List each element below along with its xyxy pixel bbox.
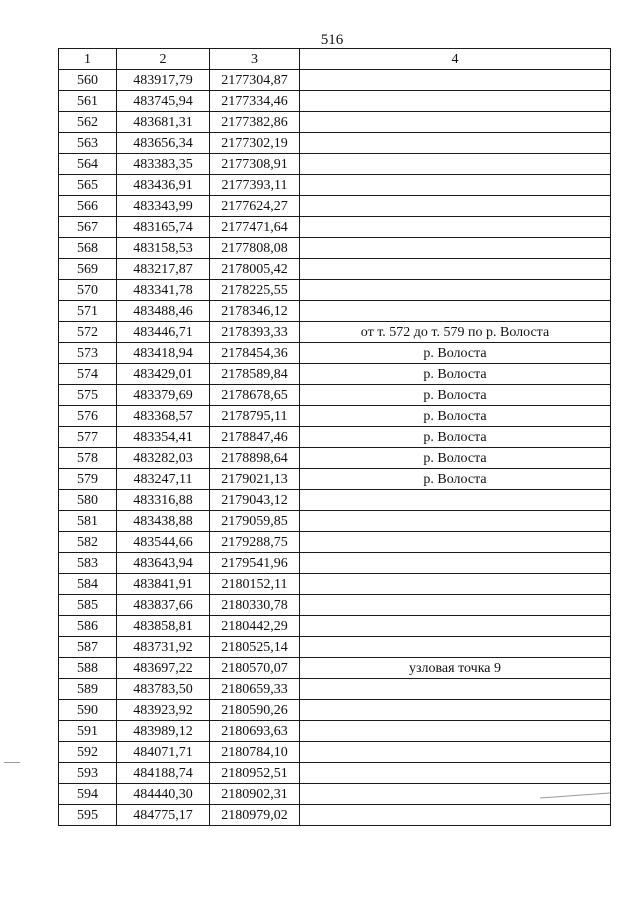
cell-note: р. Волоста [300,364,611,385]
cell-note [300,196,611,217]
table-row [59,322,611,343]
cell-y-coordinate: 2180152,11 [210,574,300,595]
table-row [59,532,611,553]
cell-note [300,70,611,91]
cell-x-coordinate: 483783,50 [117,679,210,700]
cell-point-number: 591 [59,721,117,742]
cell-point-number: 578 [59,448,117,469]
cell-note [300,763,611,784]
cell-note [300,259,611,280]
cell-y-coordinate: 2177382,86 [210,112,300,133]
table-row [59,112,611,133]
cell-point-number: 560 [59,70,117,91]
cell-y-coordinate: 2177624,27 [210,196,300,217]
cell-point-number: 571 [59,301,117,322]
cell-note [300,490,611,511]
cell-x-coordinate: 483383,35 [117,154,210,175]
table-row [59,343,611,364]
header-col-2: 2 [117,49,210,70]
table-row [59,763,611,784]
cell-point-number: 576 [59,406,117,427]
cell-note [300,595,611,616]
cell-y-coordinate: 2179288,75 [210,532,300,553]
cell-note [300,679,611,700]
cell-y-coordinate: 2179541,96 [210,553,300,574]
cell-note: р. Волоста [300,448,611,469]
cell-x-coordinate: 483837,66 [117,595,210,616]
table-row [59,595,611,616]
cell-note [300,532,611,553]
cell-y-coordinate: 2180952,51 [210,763,300,784]
table-row [59,133,611,154]
cell-note [300,721,611,742]
cell-point-number: 581 [59,511,117,532]
cell-note [300,805,611,826]
cell-note [300,637,611,658]
cell-y-coordinate: 2180979,02 [210,805,300,826]
table-row [59,301,611,322]
cell-y-coordinate: 2180442,29 [210,616,300,637]
cell-x-coordinate: 483544,66 [117,532,210,553]
cell-note [300,133,611,154]
cell-point-number: 577 [59,427,117,448]
cell-y-coordinate: 2177808,08 [210,238,300,259]
table-row [59,469,611,490]
table-row [59,658,611,679]
cell-point-number: 561 [59,91,117,112]
cell-point-number: 565 [59,175,117,196]
cell-point-number: 593 [59,763,117,784]
header-col-1: 1 [59,49,117,70]
cell-point-number: 563 [59,133,117,154]
cell-note: р. Волоста [300,427,611,448]
cell-x-coordinate: 484071,71 [117,742,210,763]
cell-y-coordinate: 2179021,13 [210,469,300,490]
cell-x-coordinate: 483379,69 [117,385,210,406]
table-row [59,175,611,196]
cell-y-coordinate: 2177471,64 [210,217,300,238]
header-col-3: 3 [210,49,300,70]
cell-x-coordinate: 483989,12 [117,721,210,742]
cell-y-coordinate: 2177334,46 [210,91,300,112]
cell-x-coordinate: 483656,34 [117,133,210,154]
cell-y-coordinate: 2180590,26 [210,700,300,721]
table-row [59,805,611,826]
cell-point-number: 580 [59,490,117,511]
table-body [59,70,611,826]
table-row [59,637,611,658]
cell-x-coordinate: 483923,92 [117,700,210,721]
cell-y-coordinate: 2177393,11 [210,175,300,196]
cell-y-coordinate: 2180570,07 [210,658,300,679]
cell-point-number: 568 [59,238,117,259]
cell-point-number: 587 [59,637,117,658]
cell-point-number: 582 [59,532,117,553]
cell-y-coordinate: 2178005,42 [210,259,300,280]
scan-mark-left [4,762,20,763]
table-row [59,91,611,112]
cell-point-number: 566 [59,196,117,217]
cell-x-coordinate: 484775,17 [117,805,210,826]
cell-point-number: 584 [59,574,117,595]
cell-point-number: 575 [59,385,117,406]
cell-point-number: 586 [59,616,117,637]
cell-x-coordinate: 483917,79 [117,70,210,91]
cell-y-coordinate: 2177308,91 [210,154,300,175]
cell-y-coordinate: 2177304,87 [210,70,300,91]
table-row [59,616,611,637]
cell-note [300,700,611,721]
cell-x-coordinate: 483429,01 [117,364,210,385]
cell-y-coordinate: 2178346,12 [210,301,300,322]
table-row [59,385,611,406]
cell-note [300,238,611,259]
cell-y-coordinate: 2178225,55 [210,280,300,301]
cell-point-number: 569 [59,259,117,280]
cell-note: р. Волоста [300,469,611,490]
cell-y-coordinate: 2179059,85 [210,511,300,532]
cell-y-coordinate: 2180525,14 [210,637,300,658]
cell-x-coordinate: 483841,91 [117,574,210,595]
table-row [59,700,611,721]
cell-note [300,154,611,175]
cell-x-coordinate: 483354,41 [117,427,210,448]
cell-point-number: 562 [59,112,117,133]
cell-point-number: 594 [59,784,117,805]
cell-x-coordinate: 483488,46 [117,301,210,322]
cell-note [300,175,611,196]
cell-x-coordinate: 483858,81 [117,616,210,637]
table-header-row [59,49,611,70]
cell-x-coordinate: 483438,88 [117,511,210,532]
cell-note: узловая точка 9 [300,658,611,679]
cell-note [300,280,611,301]
table-row [59,154,611,175]
table-row [59,511,611,532]
table-row [59,196,611,217]
cell-point-number: 588 [59,658,117,679]
cell-x-coordinate: 483282,03 [117,448,210,469]
cell-point-number: 579 [59,469,117,490]
cell-x-coordinate: 483368,57 [117,406,210,427]
cell-point-number: 567 [59,217,117,238]
cell-note [300,112,611,133]
table-row [59,553,611,574]
cell-note [300,742,611,763]
cell-y-coordinate: 2180784,10 [210,742,300,763]
cell-y-coordinate: 2179043,12 [210,490,300,511]
table-row [59,679,611,700]
cell-y-coordinate: 2178454,36 [210,343,300,364]
table-row [59,721,611,742]
table-row [59,238,611,259]
cell-note [300,553,611,574]
cell-x-coordinate: 483343,99 [117,196,210,217]
cell-note: р. Волоста [300,385,611,406]
cell-x-coordinate: 483247,11 [117,469,210,490]
cell-x-coordinate: 483745,94 [117,91,210,112]
table-row [59,448,611,469]
cell-point-number: 590 [59,700,117,721]
cell-point-number: 564 [59,154,117,175]
cell-y-coordinate: 2178795,11 [210,406,300,427]
cell-x-coordinate: 483731,92 [117,637,210,658]
cell-x-coordinate: 484188,74 [117,763,210,784]
coordinates-table [58,48,611,826]
table-row [59,427,611,448]
cell-point-number: 572 [59,322,117,343]
table-row [59,70,611,91]
table-row [59,406,611,427]
cell-x-coordinate: 483158,53 [117,238,210,259]
cell-y-coordinate: 2180330,78 [210,595,300,616]
cell-note [300,784,611,805]
cell-y-coordinate: 2178393,33 [210,322,300,343]
cell-x-coordinate: 483643,94 [117,553,210,574]
cell-point-number: 592 [59,742,117,763]
table-row [59,742,611,763]
page-number: 516 [320,32,344,48]
cell-y-coordinate: 2177302,19 [210,133,300,154]
cell-y-coordinate: 2180693,63 [210,721,300,742]
cell-note: от т. 572 до т. 579 по р. Волоста [300,322,611,343]
cell-x-coordinate: 483165,74 [117,217,210,238]
cell-note [300,91,611,112]
cell-point-number: 585 [59,595,117,616]
table-row [59,259,611,280]
cell-y-coordinate: 2180902,31 [210,784,300,805]
cell-x-coordinate: 483418,94 [117,343,210,364]
cell-note [300,217,611,238]
cell-point-number: 574 [59,364,117,385]
cell-x-coordinate: 484440,30 [117,784,210,805]
cell-y-coordinate: 2178589,84 [210,364,300,385]
cell-note [300,511,611,532]
cell-point-number: 583 [59,553,117,574]
cell-y-coordinate: 2178678,65 [210,385,300,406]
table-row [59,574,611,595]
cell-note: р. Волоста [300,406,611,427]
table-row [59,280,611,301]
cell-x-coordinate: 483697,22 [117,658,210,679]
cell-y-coordinate: 2180659,33 [210,679,300,700]
cell-note [300,301,611,322]
cell-x-coordinate: 483316,88 [117,490,210,511]
cell-x-coordinate: 483446,71 [117,322,210,343]
table-row [59,490,611,511]
cell-point-number: 570 [59,280,117,301]
cell-point-number: 595 [59,805,117,826]
header-col-4: 4 [300,49,611,70]
cell-y-coordinate: 2178898,64 [210,448,300,469]
cell-y-coordinate: 2178847,46 [210,427,300,448]
table-row [59,217,611,238]
cell-point-number: 589 [59,679,117,700]
cell-note [300,616,611,637]
cell-x-coordinate: 483681,31 [117,112,210,133]
cell-note: р. Волоста [300,343,611,364]
cell-note [300,574,611,595]
table-row [59,784,611,805]
table-row [59,364,611,385]
cell-x-coordinate: 483341,78 [117,280,210,301]
cell-x-coordinate: 483217,87 [117,259,210,280]
cell-point-number: 573 [59,343,117,364]
cell-x-coordinate: 483436,91 [117,175,210,196]
